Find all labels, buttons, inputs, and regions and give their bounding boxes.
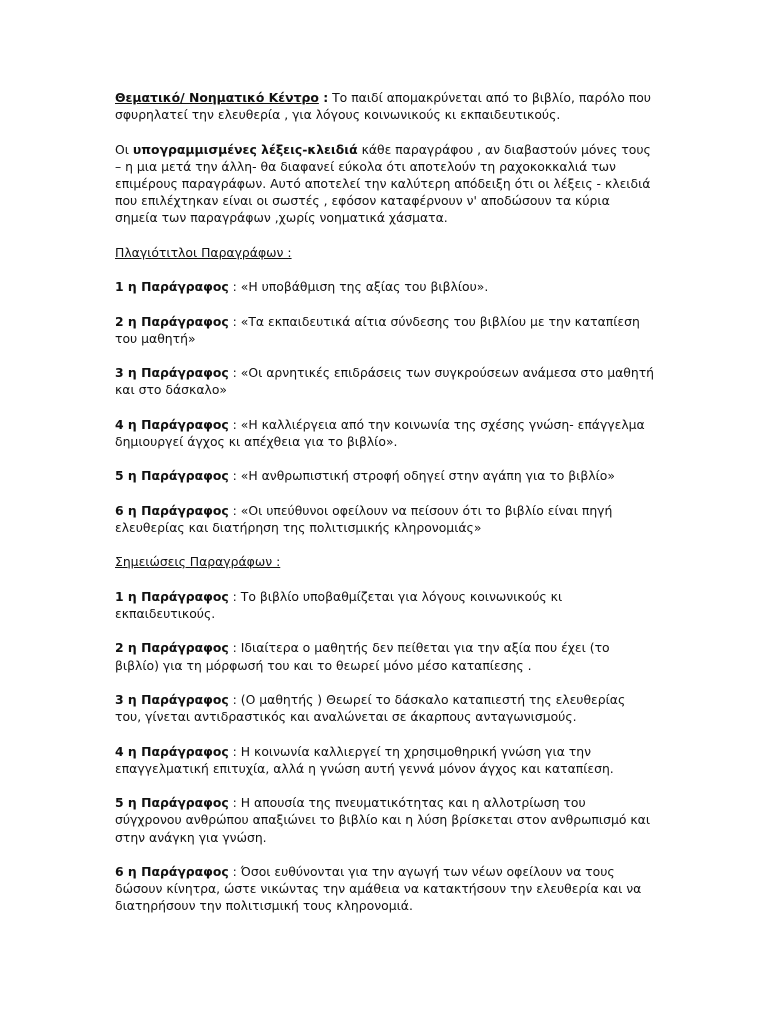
subtitle-text: : «Οι αρνητικές επιδράσεις των συγκρούσεων ανάμεσα στο μαθητή και στο δάσκαλο» bbox=[115, 365, 655, 398]
keywords-bold: υπογραμμισμένες λέξεις-κλειδιά bbox=[132, 141, 358, 157]
subtitle-label: 3 η Παράγραφος bbox=[115, 365, 229, 381]
subtitles-heading: Πλαγιότιτλοι Παραγράφων : bbox=[115, 244, 292, 260]
note-text: : Ιδιαίτερα ο μαθητής δεν πείθεται για την αξία που έχει (το βιβλίο) για τη μόρφωσή του και το θεωρεί μόνο μέσο καταπίεσης . bbox=[115, 640, 610, 673]
note-text: : Η κοινωνία καλλιεργεί τη χρησιμοθηρική γνώση για την επαγγελματική επιτυχία, αλλά η γνώση αυτή γεννά μόνον άγχος και καταπίεση. bbox=[115, 743, 614, 776]
subtitle-text: : «Η ανθρωπιστική στροφή οδηγεί στην αγάπη για το βιβλίο» bbox=[228, 468, 615, 484]
subtitle-paragraph-2 bbox=[115, 313, 655, 347]
note-label: 1 η Παράγραφος bbox=[115, 588, 229, 604]
note-paragraph-6 bbox=[115, 863, 655, 915]
subtitle-label: 6 η Παράγραφος bbox=[115, 502, 229, 518]
subtitle-text: : «Η υποβάθμιση της αξίας του βιβλίου». bbox=[228, 279, 489, 295]
subtitle-paragraph-4 bbox=[115, 416, 655, 450]
subtitle-label: 1 η Παράγραφος bbox=[115, 279, 229, 295]
note-paragraph-2 bbox=[115, 639, 655, 673]
note-label: 3 η Παράγραφος bbox=[115, 691, 229, 707]
note-text: : (Ο μαθητής ) Θεωρεί το δάσκαλο καταπιεστή της ελευθερίας του, γίνεται αντιδραστικός και αναλώνεται σε άκαρπους ανταγωνισμούς. bbox=[115, 691, 626, 725]
note-label: 5 η Παράγραφος bbox=[115, 795, 229, 811]
note-paragraph-3 bbox=[115, 691, 655, 725]
note-paragraph-1 bbox=[115, 588, 655, 622]
subtitle-text: : «Οι υπεύθυνοι οφείλουν να πείσουν ότι το βιβλίο είναι πηγή ελευθερίας και διατήρηση της πολιτισμικής κληρονομιάς» bbox=[115, 502, 613, 535]
note-label: 4 η Παράγραφος bbox=[115, 743, 229, 759]
notes-heading: Σημειώσεις Παραγράφων : bbox=[115, 554, 281, 570]
note-text: : Το βιβλίο υποβαθμίζεται για λόγους κοινωνικούς κι εκπαιδευτικούς. bbox=[115, 588, 563, 621]
subtitle-label: 5 η Παράγραφος bbox=[115, 468, 229, 484]
document-page bbox=[115, 89, 655, 932]
note-paragraph-5 bbox=[115, 794, 655, 846]
subtitle-paragraph-5 bbox=[115, 467, 655, 484]
note-label: 6 η Παράγραφος bbox=[115, 863, 229, 879]
keywords-text: κάθε παραγράφου , αν διαβαστούν μόνες τους – η μια μετά την άλλη- θα διαφανεί εύκολα ότι αποτελούν τη ραχοκοκκαλιά των επιμέρους παραγράφων. Αυτό αποτελεί την καλύτερη απόδειξη ότι οι λέξεις - κλειδιά που επιλέχτηκαν είναι οι σωστές , εφόσον καταφέρνουν ν' αποδώσουν τα κύρια σημεία των παραγράφων ,χωρίς νοηματικά χάσματα. bbox=[115, 141, 651, 226]
subtitle-text: : «Τα εκπαιδευτικά αίτια σύνδεσης του βιβλίου με την καταπίεση του μαθητή» bbox=[115, 313, 640, 346]
subtitle-paragraph-6 bbox=[115, 502, 655, 536]
keywords-paragraph bbox=[115, 141, 655, 227]
intro-colon: : bbox=[318, 90, 329, 105]
intro-label: Θεματικό/ Νοηματικό Κέντρο bbox=[115, 90, 319, 105]
keywords-pre: Οι bbox=[115, 141, 133, 157]
note-text: : Όσοι ευθύνονται για την αγωγή των νέων οφείλουν να τους δώσουν κίνητρα, ώστε νικώντας την αμάθεια να κατακτήσουν την ελευθερία και να διατηρήσουν την πολιτισμική τους κληρονομιά. bbox=[115, 863, 642, 914]
subtitle-paragraph-1 bbox=[115, 278, 655, 295]
note-text: : Η απουσία της πνευματικότητας και η αλλοτρίωση του σύγχρονου ανθρώπου απαξιώνει το βιβλίο και η λύση βρίσκεται στον ανθρωπισμό και στην ανάγκη για γνώση. bbox=[115, 795, 651, 845]
subtitle-paragraph-3 bbox=[115, 364, 655, 398]
subtitle-label: 2 η Παράγραφος bbox=[115, 313, 229, 329]
note-label: 2 η Παράγραφος bbox=[115, 640, 229, 656]
note-paragraph-4 bbox=[115, 743, 655, 777]
intro-paragraph bbox=[115, 89, 655, 123]
intro-text: Το παιδί απομακρύνεται από το βιβλίο, παρόλο που σφυρηλατεί την ελευθερία , για λόγους κοινωνικούς κι εκπαιδευτικούς. bbox=[115, 90, 651, 123]
subtitle-text: : «Η καλλιέργεια από την κοινωνία της σχέσης γνώση- επάγγελμα δημιουργεί άγχος κι απέχθεια για το βιβλίο». bbox=[115, 416, 645, 449]
subtitle-label: 4 η Παράγραφος bbox=[115, 416, 229, 432]
